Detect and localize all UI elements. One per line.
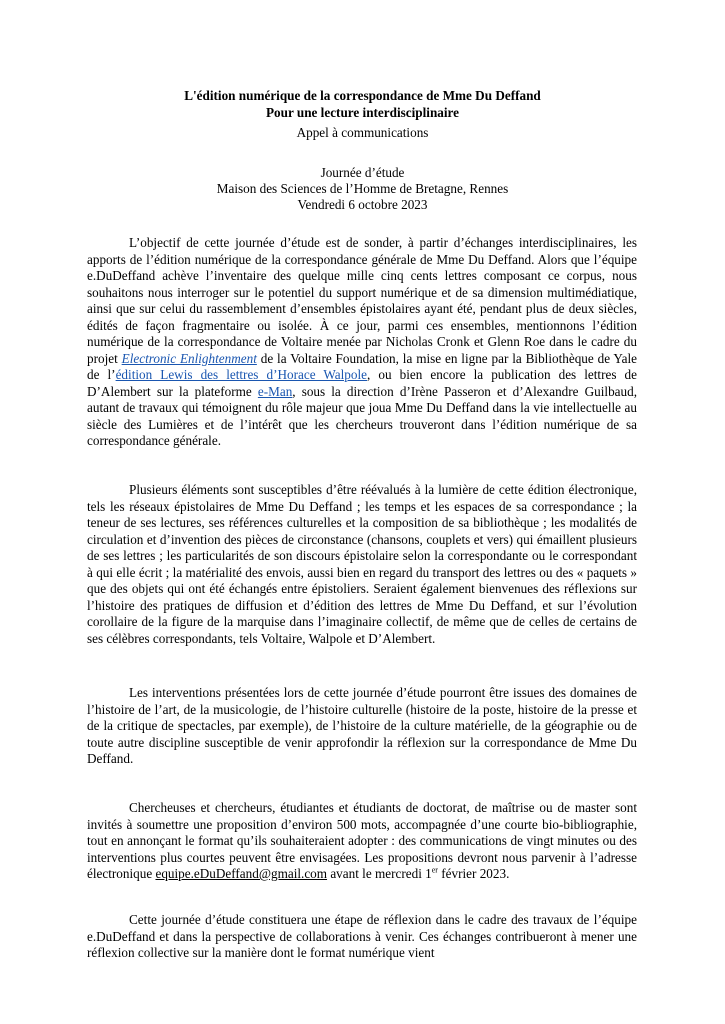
paragraph-4-text-b: avant le mercredi 1 (327, 866, 432, 881)
event-venue: Maison des Sciences de l’Homme de Bretagne, Rennes (216, 181, 509, 196)
link-lewis-walpole-edition[interactable]: édition Lewis des lettres d’Horace Walpole (115, 367, 368, 382)
event-type: Journée d’étude (320, 165, 405, 180)
title-line-1: L'édition numérique de la correspondance de Mme Du Deffand (184, 88, 541, 103)
paragraph-2-text: Plusieurs éléments sont susceptibles d’être réévalués à la lumière de cette édition électronique, tels les réseaux épistolaires de Mme Du Deffand ; les temps et les espaces de sa correspondance ; la teneur de ses lectures, ses références culturelles et la composition de sa bibliothèque ; les modalités de circulation et d’invention des pièces de circonstance (chansons, couplets et vers) qui émaillent plusieurs de ses lettres ; les particularités de son discours épistolaire selon la correspondante ou le correspondant à qui elle écrit ; la matérialité des envois, aussi bien en regard du transport des lettres ou des « paquets » que des objets qui ont été échangés entre épistoliers. Seraient également bienvenues des réflexions sur l’histoire des pratiques de diffusion et d’édition des lettres de Mme Du Deffand, et sur l’évolution corollaire de la figure de la marquise dans l’imaginaire collectif, de même que de celles de certains de ses célèbres correspondants, tels Voltaire, Walpole et D’Alembert. (87, 482, 637, 646)
paragraph-1-text-c: , ou bien encore la publication des lettres de D’Alembert sur la plateforme (87, 367, 637, 399)
event-date: Vendredi 6 octobre 2023 (297, 197, 428, 212)
paragraph-4-text-c: février 2023. (437, 866, 510, 881)
ordinal-superscript: er (431, 865, 438, 875)
paragraph-3-text: Les interventions présentées lors de cette journée d’étude pourront être issues des domaines de l’histoire de l’art, de la musicologie, de l’histoire culturelle (histoire de la poste, histoire de la presse et de la critique de spectacles, par exemple), de l’histoire de la culture matérielle, de la géographie ou de toute autre discipline susceptible de venir approfondir la réflexion sur la correspondance de Mme Du Deffand. (87, 685, 637, 766)
paragraph-1-text-d: , sous la direction d’Irène Passeron et d’Alexandre Guilbaud, autant de travaux qui témoignent du rôle majeur que joua Mme Du Deffand dans la vie intellectuelle au siècle des Lumières et de l’intérêt que les chercheurs trouveront dans l’édition numérique de sa correspondance générale. (87, 383, 637, 448)
paragraph-2 (87, 482, 637, 647)
contact-email-link[interactable]: equipe.eDuDeffand@gmail.com (155, 866, 328, 881)
title-line-2: Pour une lecture interdisciplinaire (265, 105, 460, 120)
paragraph-4 (87, 800, 637, 883)
paragraph-1 (87, 235, 637, 450)
paragraph-1-text-b: de la Voltaire Foundation, la mise en ligne par la Bibliothèque de Yale de l’ (87, 350, 637, 382)
call-for-papers-label: Appel à communications (296, 125, 429, 140)
paragraph-1-text-a: L’objectif de cette journée d’étude est de sonder, à partir d’échanges interdisciplinaires, les apports de l’édition numérique de la correspondance générale de Mme Du Deffand. Alors que l’équipe e.DuDeffand achève l’inventaire des quelque mille cinq cents lettres composant ce corpus, nous souhaitons nous interroger sur le potentiel du support numérique et de sa dimension multimédiatique, ainsi que sur celui du rassemblement d’ensembles épistolaires ayant été, pendant plus de deux siècles, édités de façon fragmentaire ou isolée. À ce jour, parmi ces ensembles, mentionnons l’édition numérique de la correspondance de Voltaire menée par Nicholas Cronk et Glenn Roe dans le cadre du projet (87, 235, 637, 366)
link-e-man[interactable]: e-Man (257, 383, 293, 399)
link-electronic-enlightenment[interactable]: Electronic Enlightenment (121, 350, 257, 366)
paragraph-3 (87, 685, 637, 768)
paragraph-4-text-a: Chercheuses et chercheurs, étudiantes et étudiants de doctorat, de maîtrise ou de master sont invités à soumettre une proposition d’environ 500 mots, accompagnée d’une courte bio-bibliographie, tout en annonçant le format qu’ils souhaiteraient adopter : des communications de vingt minutes ou des interventions plus courtes peuvent être envisagées. Les propositions devront nous parvenir à l’adresse électronique (87, 800, 637, 881)
paragraph-5 (87, 912, 637, 962)
paragraph-5-text: Cette journée d’étude constituera une étape de réflexion dans le cadre des travaux de l’équipe e.DuDeffand et dans la perspective de collaborations à venir. Ces échanges contribueront à mener une réflexion collective sur la manière dont le format numérique vient (87, 912, 637, 960)
